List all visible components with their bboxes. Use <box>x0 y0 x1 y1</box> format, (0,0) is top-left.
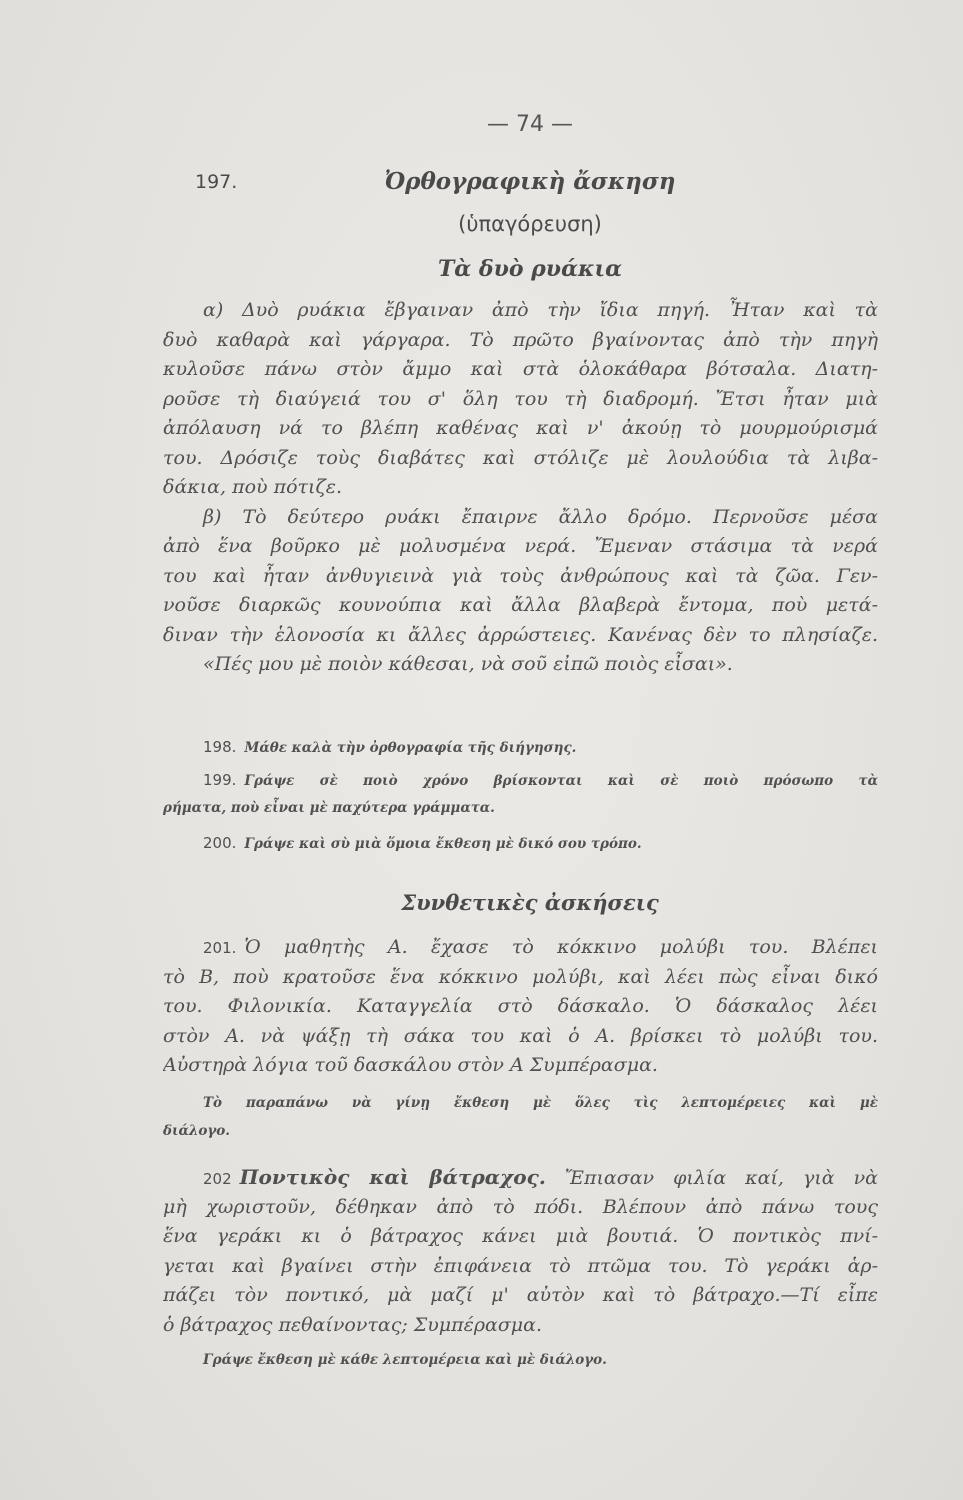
exercise-202-title: Ποντικὸς καὶ βάτραχος. <box>239 1165 546 1189</box>
text-line: ροῦσε τὴ διαύγειά του σ' ὅλη του τὴ διαδρομή. Ἔτσι ἦταν μιὰ <box>163 387 878 410</box>
text-line: ὁ βάτραχος πεθαίνοντας; Συμπέρασμα. <box>163 1313 543 1336</box>
text-line: «Πές μου μὲ ποιὸν κάθεσαι, νὰ σοῦ εἰπῶ ποιὸς εἶσαι». <box>203 653 733 675</box>
text-line: α) Δυὸ ρυάκια ἔβγαιναν ἀπὸ τὴν ἴδια πηγή. Ἦταν καὶ τὰ <box>203 299 878 321</box>
text-line: νοῦσε διαρκῶς κουνούπια καὶ ἄλλα βλαβερὰ ἔντομα, ποὺ μετά- <box>163 594 878 616</box>
exercise-201-note-1: Τὸ παραπάνω νὰ γίνῃ ἔκθεση μὲ ὅλες τὶς λεπτομέρειες καὶ μὲ <box>203 1094 878 1111</box>
exercise-202-line-1 <box>163 1163 878 1193</box>
exercise-198 <box>163 732 878 760</box>
text-line: κυλοῦσε πάνω στὸν ἄμμο καὶ στὰ ὁλοκάθαρα βότσαλα. Διατη- <box>163 358 878 380</box>
exercise-197-title-text: Ὀρθογραφικὴ ἄσκηση <box>384 168 676 195</box>
text-line: πάζει τὸν ποντικό, μὰ μαζί μ' αὐτὸν καὶ τὸ βάτραχο.—Τί εἶπε <box>163 1284 878 1306</box>
text-line: διναν τὴν ἑλονοσία κι ἄλλες ἀρρώστειες. Κανένας δὲν το πλησίαζε. <box>163 623 878 646</box>
exercise-197-number: 197. <box>195 171 238 193</box>
text-line: του καὶ ἦταν ἀνθυγιεινὰ γιὰ τοὺς ἀνθρώπους καὶ τὰ ζῶα. Γεν- <box>163 564 878 587</box>
exercise-200-number: 200. <box>203 834 237 852</box>
text-line: δυὸ καθαρὰ καὶ γάργαρα. Τὸ πρῶτο βγαίνοντας ἀπὸ τὴν πηγὴ <box>163 328 878 351</box>
exercise-199-number: 199. <box>203 771 237 789</box>
exercise-202-text-first: Ἔπιασαν φιλία καί, γιὰ νὰ <box>564 1167 878 1189</box>
text-line: τὸ Β, ποὺ κρατοῦσε ἕνα κόκκινο μολύβι, καὶ λέει πὼς εἶναι δικό <box>163 965 878 988</box>
text-line: Αὐστηρὰ λόγια τοῦ δασκάλου στὸν Α Συμπέρασμα. <box>163 1054 658 1076</box>
exercise-202-number: 202 <box>203 1170 232 1188</box>
text-line: ἕνα γεράκι κι ὁ βάτραχος κάνει μιὰ βουτιά. Ὁ ποντικὸς πνί- <box>163 1225 878 1247</box>
exercise-201-text-1: Ὁ μαθητὴς Α. ἔχασε τὸ κόκκινο μολύβι του. Βλέπει <box>244 936 878 958</box>
text-line: του. Δρόσιζε τοὺς διαβάτες καὶ στόλιζε μὲ λουλούδια τὰ λιβα- <box>163 446 878 469</box>
exercise-201-note-2: διάλογο. <box>163 1122 231 1139</box>
page-number: — 74 — <box>487 112 573 137</box>
text-line: δάκια, ποὺ πότιζε. <box>163 476 343 498</box>
exercise-201 <box>163 933 878 1145</box>
exercise-198-number: 198. <box>203 738 237 756</box>
exercise-199-text-1: Γράψε σὲ ποιὸ χρόνο βρίσκονται καὶ σὲ ποιὸ πρόσωπο τὰ <box>244 773 878 789</box>
exercise-197-title <box>0 168 963 195</box>
exercise-200 <box>163 828 878 856</box>
exercise-198-text: Μάθε καλὰ τὴν ὀρθογραφία τῆς διήγησης. <box>244 740 577 756</box>
exercise-202 <box>163 1163 878 1374</box>
exercise-202-note: Γράψε ἔκθεση μὲ κάθε λεπτομέρεια καὶ μὲ διάλογο. <box>203 1352 607 1368</box>
exercise-199-line-1 <box>163 766 878 794</box>
text-line: β) Τὸ δεύτερο ρυάκι ἔπαιρνε ἄλλο δρόμο. Περνοῦσε μέσα <box>203 505 878 528</box>
text-line: μὴ χωριστοῦν, δέθηκαν ἀπὸ τὸ πόδι. Βλέπουν ἀπὸ πάνω τους <box>163 1195 878 1218</box>
exercise-197-subtitle: (ὑπαγόρευση) <box>458 212 602 236</box>
exercise-201-line-1 <box>163 933 878 963</box>
exercise-199-line-2: ρήματα, ποὺ εἶναι μὲ παχύτερα γράμματα. <box>163 800 495 816</box>
exercises-198-200 <box>163 732 878 856</box>
story-title: Τὰ δυὸ ρυάκια <box>437 256 623 282</box>
text-line: στὸν Α. νὰ ψάξῃ τὴ σάκα του καὶ ὁ Α. βρίσκει τὸ μολύβι του. <box>163 1024 878 1047</box>
text-line: ἀπὸ ἕνα βοῦρκο μὲ μολυσμένα νερά. Ἔμεναν στάσιμα τὰ νερά <box>163 535 878 557</box>
exercise-197-text <box>163 296 878 680</box>
text-line: γεται καὶ βγαίνει στὴν ἐπιφάνεια τὸ πτῶμα του. Τὸ γεράκι ἁρ- <box>163 1254 878 1277</box>
section-heading: Συνθετικὲς ἀσκήσεις <box>401 890 659 915</box>
text-line: ἀπόλαυση νά το βλέπη καθένας καὶ ν' ἀκούῃ τὸ μουρμούρισμά <box>163 417 878 439</box>
text-line: του. Φιλονικία. Καταγγελία στὸ δάσκαλο. Ὁ δάσκαλος λέει <box>163 995 878 1017</box>
exercise-201-number: 201. <box>203 939 237 957</box>
exercise-200-text: Γράψε καὶ σὺ μιὰ ὅμοια ἔκθεση μὲ δικό σου τρόπο. <box>244 836 642 852</box>
